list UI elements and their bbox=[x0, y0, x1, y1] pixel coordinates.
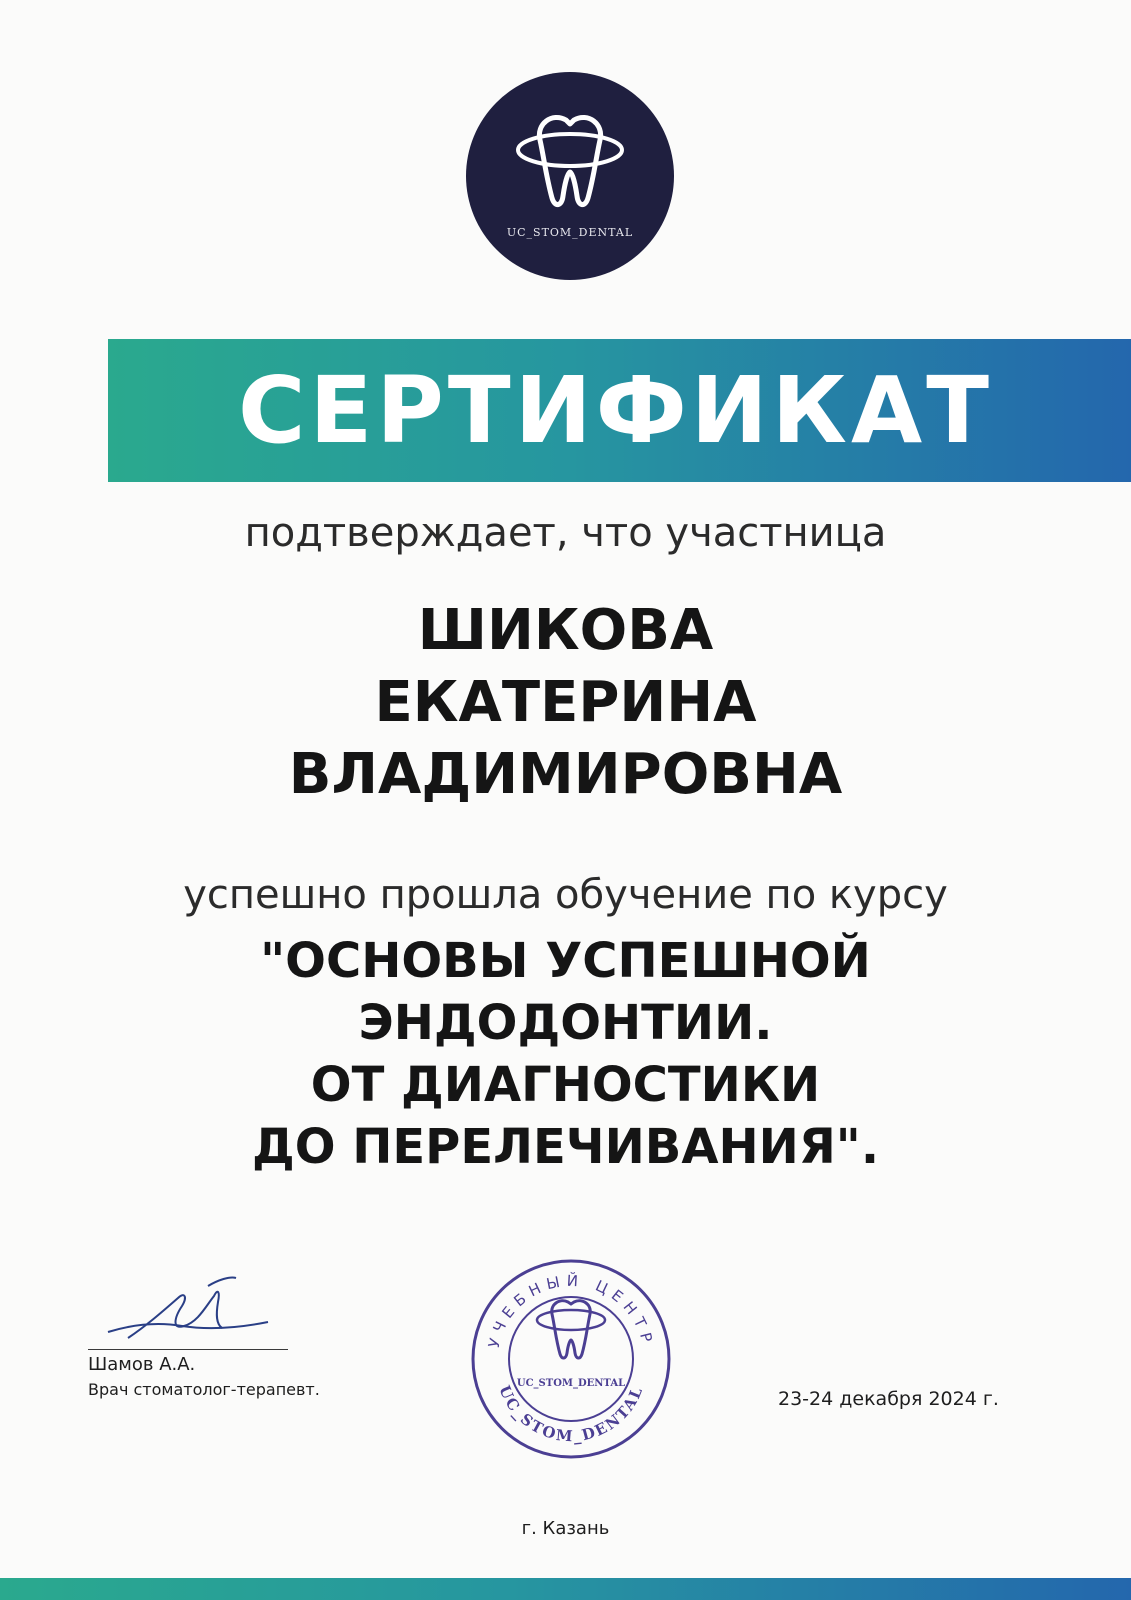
certificate-title: СЕРТИФИКАТ bbox=[238, 357, 993, 464]
signature bbox=[88, 1266, 288, 1346]
course-line-4: ДО ПЕРЕЛЕЧИВАНИЯ". bbox=[251, 1119, 880, 1175]
title-banner bbox=[108, 339, 1131, 482]
organization-stamp bbox=[468, 1256, 674, 1462]
completion-text: успешно прошла обучение по курсу bbox=[183, 872, 948, 918]
stamp-center-text: UC_STOM_DENTAL bbox=[516, 1378, 626, 1389]
bottom-gradient-bar bbox=[0, 1578, 1131, 1600]
signature-line bbox=[88, 1349, 288, 1350]
signer-title: Врач стоматолог-терапевт. bbox=[88, 1380, 320, 1399]
signer-name: Шамов А.А. bbox=[88, 1354, 196, 1375]
recipient-first-name: ЕКАТЕРИНА bbox=[374, 670, 757, 735]
course-line-2: ЭНДОДОНТИИ. bbox=[358, 995, 773, 1051]
course-date: 23-24 декабря 2024 г. bbox=[778, 1388, 999, 1410]
logo-badge bbox=[466, 72, 674, 280]
tooth-logo-icon bbox=[466, 72, 674, 280]
logo-text: UC_STOM_DENTAL bbox=[506, 226, 634, 239]
city: г. Казань bbox=[521, 1518, 610, 1539]
course-line-1: "ОСНОВЫ УСПЕШНОЙ bbox=[260, 933, 871, 989]
intro-text: подтверждает, что участница bbox=[244, 510, 887, 556]
stamp-ring-top: УЧЕБНЫЙ ЦЕНТР bbox=[484, 1271, 658, 1350]
recipient-name bbox=[0, 596, 1131, 812]
stamp-ring-bottom: UC_STOM_DENTAL bbox=[495, 1382, 647, 1446]
course-title bbox=[0, 930, 1131, 1178]
recipient-surname: ШИКОВА bbox=[417, 598, 714, 663]
course-line-3: ОТ ДИАГНОСТИКИ bbox=[310, 1057, 821, 1113]
recipient-patronymic: ВЛАДИМИРОВНА bbox=[288, 742, 843, 807]
